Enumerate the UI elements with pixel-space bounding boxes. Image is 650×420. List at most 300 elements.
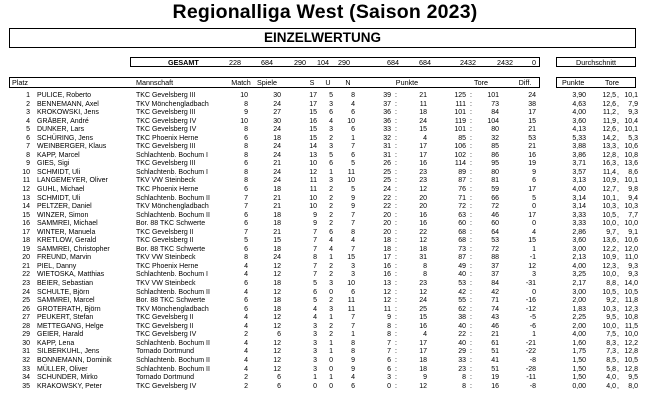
player-name-cell: GIES, Sigi	[37, 160, 70, 168]
match-cell: 4	[244, 339, 248, 347]
totals-value: 684	[261, 57, 273, 67]
draws-cell: 1	[329, 339, 333, 347]
points-against-cell: 11	[419, 100, 427, 108]
separator-colon: :	[470, 288, 472, 296]
avg-goals-for-cell: 9,2	[606, 297, 616, 305]
losses-cell: 5	[351, 186, 355, 194]
team-cell: Schlachtenb. Bochum II	[136, 339, 210, 347]
avg-points-cell: 2,13	[572, 254, 586, 262]
separator-comma: ,	[617, 143, 619, 151]
avg-goals-for-cell: 12,3	[602, 262, 616, 270]
points-against-cell: 12	[419, 288, 427, 296]
separator-colon: :	[395, 297, 397, 305]
points-for-cell: 32	[383, 134, 391, 142]
team-cell: TKC Gevelsberg II	[136, 322, 194, 330]
match-cell: 6	[244, 160, 248, 168]
draws-cell: 5	[329, 151, 333, 159]
separator-colon: :	[470, 365, 472, 373]
table-row	[0, 254, 650, 263]
points-against-cell: 12	[419, 237, 427, 245]
goals-for-cell: 55	[458, 297, 466, 305]
avg-goals-against-cell: 10,3	[624, 203, 638, 211]
table-row	[0, 374, 650, 383]
rank-cell: 7	[26, 143, 30, 151]
avg-goals-for-cell: 12,7	[602, 186, 616, 194]
match-cell: 8	[244, 254, 248, 262]
points-against-cell: 4	[423, 134, 427, 142]
draws-cell: 3	[329, 280, 333, 288]
goal-diff-cell: -31	[525, 280, 536, 288]
separator-colon: :	[470, 305, 472, 313]
table-row	[0, 246, 650, 255]
points-against-cell: 16	[419, 160, 427, 168]
avg-goals-for-cell: 12,8	[602, 151, 616, 159]
avg-points-cell: 1,75	[572, 348, 586, 356]
header-n: N	[345, 78, 351, 87]
separator-comma: ,	[617, 109, 619, 117]
points-for-cell: 33	[383, 126, 391, 134]
points-for-cell: 16	[383, 262, 391, 270]
page-title: Regionalliga West (Saison 2023)	[172, 1, 478, 23]
separator-colon: :	[395, 365, 397, 373]
avg-goals-for-cell: 12,5	[602, 92, 616, 99]
goals-for-cell: 87	[458, 177, 466, 185]
player-name-cell: SCHULTE, Björn	[37, 288, 90, 296]
points-against-cell: 16	[419, 220, 427, 228]
goals-against-cell: 16	[491, 382, 499, 390]
goals-for-cell: 42	[458, 288, 466, 296]
avg-goals-against-cell: 7,9	[628, 100, 638, 108]
goals-against-cell: 41	[491, 356, 499, 364]
goals-for-cell: 68	[458, 237, 466, 245]
match-cell: 5	[244, 237, 248, 245]
wins-cell: 3	[313, 365, 317, 373]
player-name-cell: PIEL, Danny	[37, 262, 77, 270]
separator-colon: :	[470, 143, 472, 151]
draws-cell: 2	[329, 194, 333, 202]
avg-goals-for-cell: 10,0	[602, 271, 616, 279]
avg-points-cell: 1,83	[572, 305, 586, 313]
losses-cell: 11	[347, 305, 355, 313]
separator-comma: ,	[617, 245, 619, 253]
separator-colon: :	[395, 143, 397, 151]
table-row	[0, 229, 650, 238]
player-name-cell: LANGEMEYER, Oliver	[37, 177, 108, 185]
player-name-cell: FREUND, Marvin	[37, 254, 92, 262]
player-name-cell: GUHL, Michael	[37, 186, 85, 194]
goal-diff-cell: -8	[529, 356, 536, 364]
team-cell: TKV VW Steinbeck	[136, 280, 196, 288]
separator-colon: :	[470, 92, 472, 99]
goals-against-cell: 51	[491, 365, 499, 373]
avg-goals-for-cell: 13,3	[602, 143, 616, 151]
rank-cell: 27	[22, 314, 30, 322]
goals-for-cell: 119	[454, 117, 466, 125]
points-against-cell: 18	[419, 365, 427, 373]
separator-colon: :	[395, 348, 397, 356]
rank-cell: 1	[26, 92, 30, 99]
avg-goals-for-cell: 10,9	[602, 177, 616, 185]
player-name-cell: BEIER, Sebastian	[37, 280, 94, 288]
separator-colon: :	[470, 194, 472, 202]
match-cell: 4	[244, 348, 248, 356]
points-for-cell: 20	[383, 220, 391, 228]
player-name-cell: BONNEMANN, Dominik	[37, 356, 112, 364]
separator-colon: :	[470, 254, 472, 262]
wins-cell: 10	[309, 160, 317, 168]
games-cell: 24	[273, 143, 281, 151]
goals-against-cell: 21	[491, 331, 499, 339]
losses-cell: 9	[351, 356, 355, 364]
rank-cell: 11	[22, 177, 30, 185]
losses-cell: 7	[351, 322, 355, 330]
games-cell: 12	[273, 262, 281, 270]
avg-goals-against-cell: 9,1	[628, 228, 638, 236]
losses-cell: 10	[347, 280, 355, 288]
table-row	[0, 177, 650, 186]
goal-diff-cell: 38	[528, 100, 536, 108]
goals-for-cell: 23	[458, 365, 466, 373]
goals-for-cell: 53	[458, 280, 466, 288]
match-cell: 4	[244, 365, 248, 373]
avg-points-cell: 3,90	[572, 92, 586, 99]
games-cell: 21	[273, 228, 281, 236]
separator-colon: :	[470, 271, 472, 279]
avg-points-cell: 4,63	[572, 100, 586, 108]
games-cell: 21	[273, 203, 281, 211]
points-against-cell: 18	[419, 109, 427, 117]
avg-goals-against-cell: 12,2	[624, 339, 638, 347]
wins-cell: 7	[313, 228, 317, 236]
avg-points-cell: 3,14	[572, 194, 586, 202]
points-against-cell: 8	[423, 271, 427, 279]
team-cell: TKC Gevelsberg III	[136, 92, 196, 99]
player-name-cell: SAMMREI, Christopher	[37, 245, 110, 253]
avg-goals-against-cell: 9,4	[628, 194, 638, 202]
match-cell: 8	[244, 177, 248, 185]
separator-comma: ,	[617, 237, 619, 245]
wins-cell: 3	[313, 356, 317, 364]
goal-diff-cell: 6	[532, 177, 536, 185]
goal-diff-cell: -11	[526, 374, 536, 382]
table-row	[0, 160, 650, 169]
goal-diff-cell: 3	[532, 271, 536, 279]
avg-goals-for-cell: 12,6	[602, 126, 616, 134]
team-cell: Schlachtenb. Bochum II	[136, 194, 210, 202]
games-cell: 18	[273, 134, 281, 142]
match-cell: 8	[244, 151, 248, 159]
separator-colon: :	[470, 356, 472, 364]
losses-cell: 6	[351, 151, 355, 159]
goals-for-cell: 72	[458, 203, 466, 211]
separator-comma: ,	[617, 314, 619, 322]
draws-cell: 3	[329, 126, 333, 134]
losses-cell: 8	[351, 228, 355, 236]
player-name-cell: WINTER, Manuela	[37, 228, 96, 236]
points-against-cell: 8	[423, 262, 427, 270]
separator-colon: :	[395, 220, 397, 228]
team-cell: TKC Phoenix Herne	[136, 186, 199, 194]
wins-cell: 11	[309, 177, 317, 185]
header-u: U	[325, 78, 331, 87]
separator-colon: :	[470, 160, 472, 168]
team-cell: Schlachtenb. Bochum II	[136, 365, 210, 373]
table-row	[0, 109, 650, 118]
player-name-cell: SAMMREI, Marcel	[37, 297, 95, 305]
games-cell: 24	[273, 126, 281, 134]
team-cell: TKC Phoenix Herne	[136, 134, 199, 142]
points-for-cell: 8	[387, 322, 391, 330]
rank-cell: 31	[22, 348, 30, 356]
match-cell: 8	[244, 100, 248, 108]
avg-goals-against-cell: 11,5	[624, 322, 638, 330]
team-cell: Bor. 88 TKC Schwerte	[136, 245, 206, 253]
avg-goals-against-cell: 10,1	[624, 126, 638, 134]
goal-diff-cell: 12	[528, 262, 536, 270]
header-avg-punkte: Punkte	[562, 78, 585, 87]
points-against-cell: 12	[419, 186, 427, 194]
wins-cell: 12	[309, 168, 317, 176]
goals-for-cell: 68	[458, 228, 466, 236]
draws-cell: 1	[329, 254, 333, 262]
goal-diff-cell: 21	[528, 126, 536, 134]
separator-comma: ,	[617, 288, 619, 296]
totals-value: 684	[419, 57, 431, 67]
table-row	[0, 135, 650, 144]
avg-goals-against-cell: 10,6	[624, 143, 638, 151]
separator-comma: ,	[617, 382, 619, 390]
separator-comma: ,	[617, 254, 619, 262]
table-row	[0, 203, 650, 212]
points-against-cell: 17	[419, 348, 427, 356]
goals-against-cell: 32	[491, 134, 499, 142]
draws-cell: 2	[329, 322, 333, 330]
avg-goals-for-cell: 10,0	[602, 220, 616, 228]
match-cell: 8	[244, 168, 248, 176]
avg-goals-against-cell: 11,0	[624, 254, 638, 262]
draws-cell: 4	[329, 117, 333, 125]
avg-goals-for-cell: 11,2	[602, 109, 616, 117]
points-for-cell: 24	[383, 186, 391, 194]
separator-comma: ,	[617, 280, 619, 288]
wins-cell: 9	[313, 220, 317, 228]
separator-colon: :	[470, 186, 472, 194]
games-cell: 6	[277, 331, 281, 339]
goals-for-cell: 101	[454, 126, 466, 134]
separator-comma: ,	[617, 348, 619, 356]
table-row	[0, 169, 650, 178]
avg-goals-for-cell: 7,3	[606, 348, 616, 356]
avg-goals-against-cell: 14,0	[624, 280, 638, 288]
team-cell: TKC Gevelsberg III	[136, 160, 196, 168]
rank-cell: 12	[22, 186, 30, 194]
losses-cell: 10	[347, 117, 355, 125]
goals-for-cell: 76	[458, 186, 466, 194]
avg-goals-against-cell: 8,0	[628, 382, 638, 390]
goal-diff-cell: -5	[529, 314, 536, 322]
separator-comma: ,	[617, 100, 619, 108]
losses-cell: 8	[351, 339, 355, 347]
ranking-table-body	[0, 92, 650, 391]
points-for-cell: 25	[383, 168, 391, 176]
player-name-cell: SCHÜRING, Jens	[37, 134, 94, 142]
player-name-cell: PELTZER, Daniel	[37, 203, 92, 211]
rank-cell: 24	[22, 288, 30, 296]
avg-goals-against-cell: 12,8	[624, 348, 638, 356]
separator-colon: :	[395, 382, 397, 390]
goals-for-cell: 101	[454, 109, 466, 117]
draws-cell: 6	[329, 228, 333, 236]
losses-cell: 9	[351, 194, 355, 202]
separator-comma: ,	[617, 339, 619, 347]
table-row	[0, 366, 650, 375]
separator-comma: ,	[617, 305, 619, 313]
draws-cell: 2	[329, 134, 333, 142]
draws-cell: 1	[329, 168, 333, 176]
losses-cell: 6	[351, 126, 355, 134]
points-against-cell: 24	[419, 117, 427, 125]
avg-goals-against-cell: 9,8	[628, 186, 638, 194]
header-punkte: Punkte	[395, 78, 419, 87]
avg-points-cell: 4,13	[572, 126, 586, 134]
separator-colon: :	[470, 280, 472, 288]
separator-colon: :	[395, 126, 397, 134]
points-against-cell: 12	[419, 382, 427, 390]
rank-cell: 28	[22, 322, 30, 330]
match-cell: 8	[244, 126, 248, 134]
avg-goals-against-cell: 12,8	[624, 365, 638, 373]
goals-for-cell: 40	[458, 339, 466, 347]
goal-diff-cell: -6	[529, 322, 536, 330]
separator-colon: :	[395, 356, 397, 364]
losses-cell: 8	[351, 348, 355, 356]
separator-colon: :	[470, 339, 472, 347]
table-row	[0, 297, 650, 306]
avg-goals-against-cell: 9,3	[628, 262, 638, 270]
losses-cell: 1	[351, 134, 355, 142]
match-cell: 6	[244, 297, 248, 305]
separator-colon: :	[470, 134, 472, 142]
goals-against-cell: 84	[491, 280, 499, 288]
losses-cell: 1	[351, 331, 355, 339]
points-for-cell: 13	[383, 280, 391, 288]
avg-goals-against-cell: 5,3	[628, 134, 638, 142]
wins-cell: 9	[313, 211, 317, 219]
rank-cell: 6	[26, 134, 30, 142]
player-name-cell: GROTERATH, Björn	[37, 305, 101, 313]
losses-cell: 7	[351, 143, 355, 151]
wins-cell: 1	[313, 374, 317, 382]
separator-colon: :	[470, 382, 472, 390]
player-name-cell: DUNKER, Lars	[37, 126, 85, 134]
table-row	[0, 331, 650, 340]
avg-goals-for-cell: 9,5	[606, 314, 616, 322]
goals-against-cell: 19	[491, 374, 499, 382]
player-name-cell: WINZER, Simon	[37, 211, 89, 219]
goals-against-cell: 84	[491, 109, 499, 117]
separator-colon: :	[470, 126, 472, 134]
separator-colon: :	[470, 168, 472, 176]
separator-comma: ,	[617, 331, 619, 339]
goals-against-cell: 88	[491, 254, 499, 262]
losses-cell: 4	[351, 100, 355, 108]
separator-colon: :	[395, 211, 397, 219]
goal-diff-cell: 4	[532, 228, 536, 236]
separator-colon: :	[470, 237, 472, 245]
separator-colon: :	[395, 245, 397, 253]
match-cell: 4	[244, 322, 248, 330]
separator-comma: ,	[617, 92, 619, 99]
separator-colon: :	[470, 297, 472, 305]
games-cell: 18	[273, 297, 281, 305]
separator-colon: :	[470, 203, 472, 211]
avg-goals-for-cell: 12,2	[602, 245, 616, 253]
header-mannschaft: Mannschaft	[136, 78, 174, 87]
player-name-cell: PULICE, Roberto	[37, 92, 92, 99]
totals-value: 228	[229, 57, 241, 67]
separator-comma: ,	[617, 126, 619, 134]
team-cell: Bor. 88 TKC Schwerte	[136, 297, 206, 305]
points-for-cell: 36	[383, 117, 391, 125]
match-cell: 7	[244, 194, 248, 202]
points-against-cell: 25	[419, 305, 427, 313]
goal-diff-cell: -8	[529, 382, 536, 390]
avg-goals-against-cell: 8,6	[628, 168, 638, 176]
games-cell: 12	[273, 314, 281, 322]
table-row	[0, 271, 650, 280]
player-name-cell: SCHUNDER, Mirko	[37, 374, 98, 382]
separator-colon: :	[395, 271, 397, 279]
points-for-cell: 18	[383, 245, 391, 253]
goals-against-cell: 64	[491, 228, 499, 236]
avg-goals-for-cell: 10,0	[602, 322, 616, 330]
avg-points-cell: 3,00	[572, 245, 586, 253]
wins-cell: 17	[309, 100, 317, 108]
totals-value: 2432	[460, 57, 476, 67]
table-row	[0, 383, 650, 392]
separator-comma: ,	[617, 194, 619, 202]
rank-cell: 5	[26, 126, 30, 134]
goal-diff-cell: -28	[525, 365, 536, 373]
separator-comma: ,	[617, 117, 619, 125]
separator-comma: ,	[617, 365, 619, 373]
avg-goals-against-cell: 11,8	[624, 297, 638, 305]
goals-against-cell: 85	[491, 143, 499, 151]
totals-value: 0	[532, 57, 536, 67]
points-for-cell: 0	[387, 382, 391, 390]
match-cell: 4	[244, 356, 248, 364]
avg-points-cell: 4,00	[572, 186, 586, 194]
separator-colon: :	[395, 374, 397, 382]
points-for-cell: 8	[387, 331, 391, 339]
separator-comma: ,	[617, 151, 619, 159]
rank-cell: 22	[22, 271, 30, 279]
avg-goals-against-cell: 12,0	[624, 245, 638, 253]
rank-cell: 29	[22, 331, 30, 339]
team-cell: TKC Gevelsberg II	[136, 314, 194, 322]
points-against-cell: 18	[419, 356, 427, 364]
points-against-cell: 23	[419, 168, 427, 176]
team-cell: Schlachtenb. Bochum I	[136, 168, 208, 176]
avg-points-cell: 3,71	[572, 160, 586, 168]
goal-diff-cell: -12	[525, 305, 536, 313]
separator-colon: :	[470, 100, 472, 108]
player-name-cell: BENNEMANN, Axel	[37, 100, 99, 108]
table-row	[0, 118, 650, 127]
avg-goals-for-cell: 9,7	[606, 228, 616, 236]
separator-comma: ,	[617, 203, 619, 211]
draws-cell: 2	[329, 211, 333, 219]
